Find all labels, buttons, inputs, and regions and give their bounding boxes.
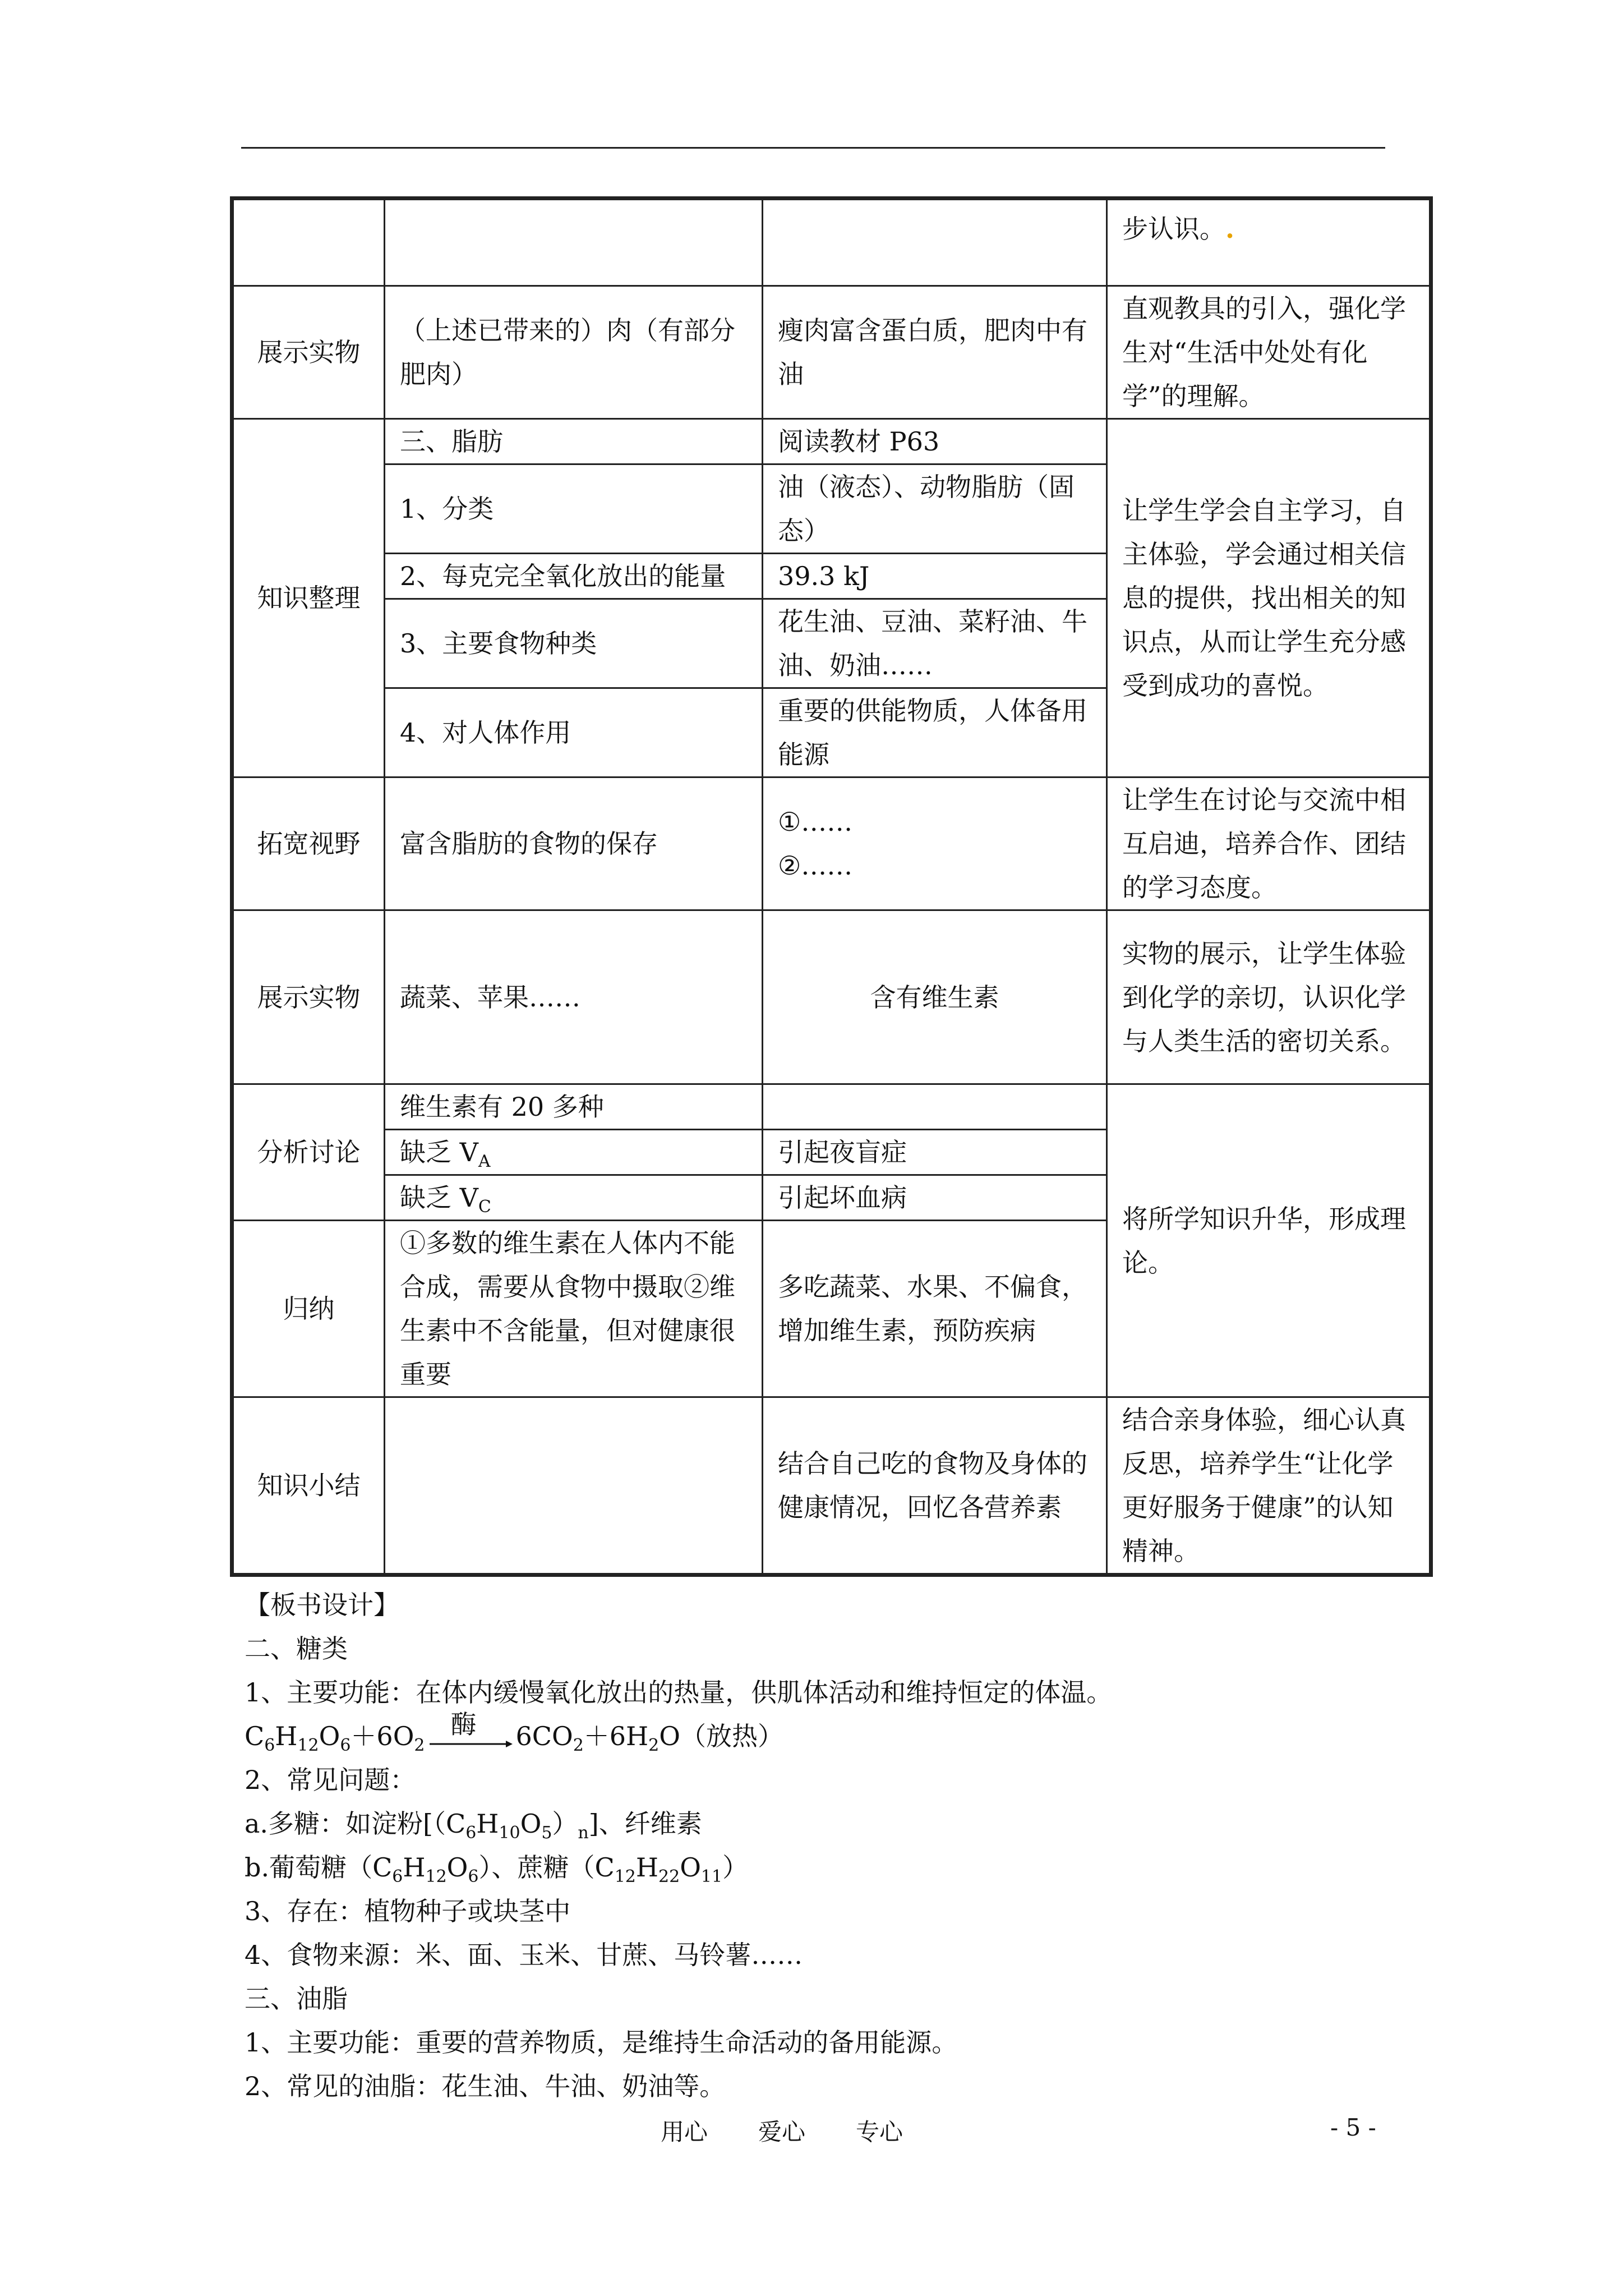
cell: 花生油、豆油、菜籽油、牛油、奶油……	[763, 599, 1107, 688]
table-row	[232, 286, 1431, 419]
cell: 39.3 kJ	[763, 554, 1107, 599]
cell: 2、每克完全氧化放出的能量	[385, 554, 763, 599]
cell: 知识整理	[232, 419, 385, 777]
header-rule	[241, 147, 1385, 149]
formula-note: （放热）	[680, 1721, 783, 1751]
cell: 含有维生素	[763, 910, 1107, 1084]
board-line: 3、存在：植物种子或块茎中	[245, 1896, 571, 1926]
cell: 拓宽视野	[232, 777, 385, 910]
cell: 富含脂肪的食物的保存	[385, 777, 763, 910]
formula-text: $6CO_2+6H_2O$	[515, 1721, 680, 1755]
line-text: b.葡萄糖（C	[245, 1852, 393, 1883]
cell: 4、对人体作用	[385, 688, 763, 777]
cell: 结合自己吃的食物及身体的健康情况，回忆各营养素	[763, 1397, 1107, 1575]
subscript: A	[478, 1152, 491, 1171]
table-row	[232, 199, 1431, 286]
subscript: C	[478, 1197, 491, 1217]
cell	[1107, 199, 1431, 286]
cell	[232, 199, 385, 286]
cell: 3、主要食物种类	[385, 599, 763, 688]
cell: 展示实物	[232, 910, 385, 1084]
glucose-oxidation-equation	[245, 1709, 1366, 1758]
enzyme-label: 酶	[450, 1709, 477, 1740]
line-text: ）、蔗糖（C	[478, 1852, 615, 1883]
motto-word: 用心	[661, 2118, 708, 2146]
board-section-fat: 三、油脂	[245, 1984, 348, 2014]
page-number: - 5 -	[1330, 2114, 1376, 2141]
reaction-arrow-icon	[428, 1709, 513, 1755]
cell: 归纳	[232, 1221, 385, 1397]
board-heading: 【板书设计】	[245, 1590, 399, 1620]
cell: （上述已带来的）肉（有部分肥肉）	[385, 286, 763, 419]
cell-line: ①……	[778, 807, 853, 837]
cell	[763, 1084, 1107, 1130]
cell	[385, 1130, 763, 1175]
cell	[385, 199, 763, 286]
cell: 实物的展示，让学生体验到化学的亲切，认识化学与人类生活的密切关系。	[1107, 910, 1431, 1084]
board-line: 1、主要功能：在体内缓慢氧化放出的热量，供肌体活动和维持恒定的体温。	[245, 1677, 1113, 1708]
cell-text: 缺乏 V	[400, 1182, 478, 1213]
formula-text: $C_6H_{12}O_6+6O_2$	[245, 1721, 425, 1755]
cell: 多吃蔬菜、水果、不偏食，增加维生素，预防疾病	[763, 1221, 1107, 1397]
line-text: a.多糖：如淀粉[（C	[245, 1809, 466, 1839]
board-line: b.葡萄糖$(C_6H_{12}O_6)$、蔗糖$(C_{12}H_{22}O_{11})$	[245, 1852, 749, 1887]
cell: 1、分类	[385, 464, 763, 554]
board-line: 2、常见问题：	[245, 1765, 416, 1795]
board-design	[245, 1583, 1366, 2108]
footer-motto	[661, 2114, 953, 2147]
motto-word: 专心	[856, 2118, 903, 2146]
table-row	[232, 1084, 1431, 1130]
table-row	[232, 419, 1431, 464]
table-row	[232, 910, 1431, 1084]
table-row	[232, 777, 1431, 910]
board-line: 4、食物来源：米、面、玉米、甘蔗、马铃薯……	[245, 1940, 803, 1970]
table-row	[232, 1397, 1431, 1575]
cell: 引起坏血病	[763, 1175, 1107, 1221]
cell: 维生素有 20 多种	[385, 1084, 763, 1130]
cell: 分析讨论	[232, 1084, 385, 1221]
cell: 阅读教材 P63	[763, 419, 1107, 464]
cell: 瘦肉富含蛋白质，肥肉中有油	[763, 286, 1107, 419]
cell: 展示实物	[232, 286, 385, 419]
cell: 三、脂肪	[385, 419, 763, 464]
cell: 知识小结	[232, 1397, 385, 1575]
cell: 将所学知识升华，形成理论。	[1107, 1084, 1431, 1397]
board-line: 2、常见的油脂：花生油、牛油、奶油等。	[245, 2071, 726, 2101]
motto-word: 爱心	[758, 2118, 806, 2146]
cell	[385, 1175, 763, 1221]
cell: 直观教具的引入，强化学生对“生活中处处有化学”的理解。	[1107, 286, 1431, 419]
cell: 让学生学会自主学习，自主体验，学会通过相关信息的提供，找出相关的知识点，从而让学生充分感受到成功的喜悦。	[1107, 419, 1431, 777]
mark-dot: .	[1225, 214, 1235, 244]
cell	[763, 199, 1107, 286]
cell	[763, 777, 1107, 910]
cell: 引起夜盲症	[763, 1130, 1107, 1175]
cell: 蔬菜、苹果……	[385, 910, 763, 1084]
board-line: 1、主要功能：重要的营养物质，是维持生命活动的备用能源。	[245, 2027, 958, 2058]
cell-text: 缺乏 V	[400, 1137, 478, 1167]
cell-text: 步认识。	[1122, 214, 1225, 244]
cell-line: ②……	[778, 850, 853, 881]
cell: 重要的供能物质，人体备用能源	[763, 688, 1107, 777]
line-text: ]、纤维素	[588, 1809, 702, 1839]
cell: 结合亲身体验，细心认真反思，培养学生“让化学更好服务于健康”的认知精神。	[1107, 1397, 1431, 1575]
cell: 让学生在讨论与交流中相互启迪，培养合作、团结的学习态度。	[1107, 777, 1431, 910]
board-line: a.多糖：如淀粉$[(C_6H_{10}O_5)_n]$、纤维素	[245, 1809, 702, 1843]
cell	[385, 1397, 763, 1575]
lesson-table	[230, 196, 1433, 1577]
board-section-sugar: 二、糖类	[245, 1634, 348, 1664]
cell: 油（液态）、动物脂肪（固态）	[763, 464, 1107, 554]
cell: ①多数的维生素在人体内不能合成，需要从食物中摄取②维生素中不含能量，但对健康很重要	[385, 1221, 763, 1397]
